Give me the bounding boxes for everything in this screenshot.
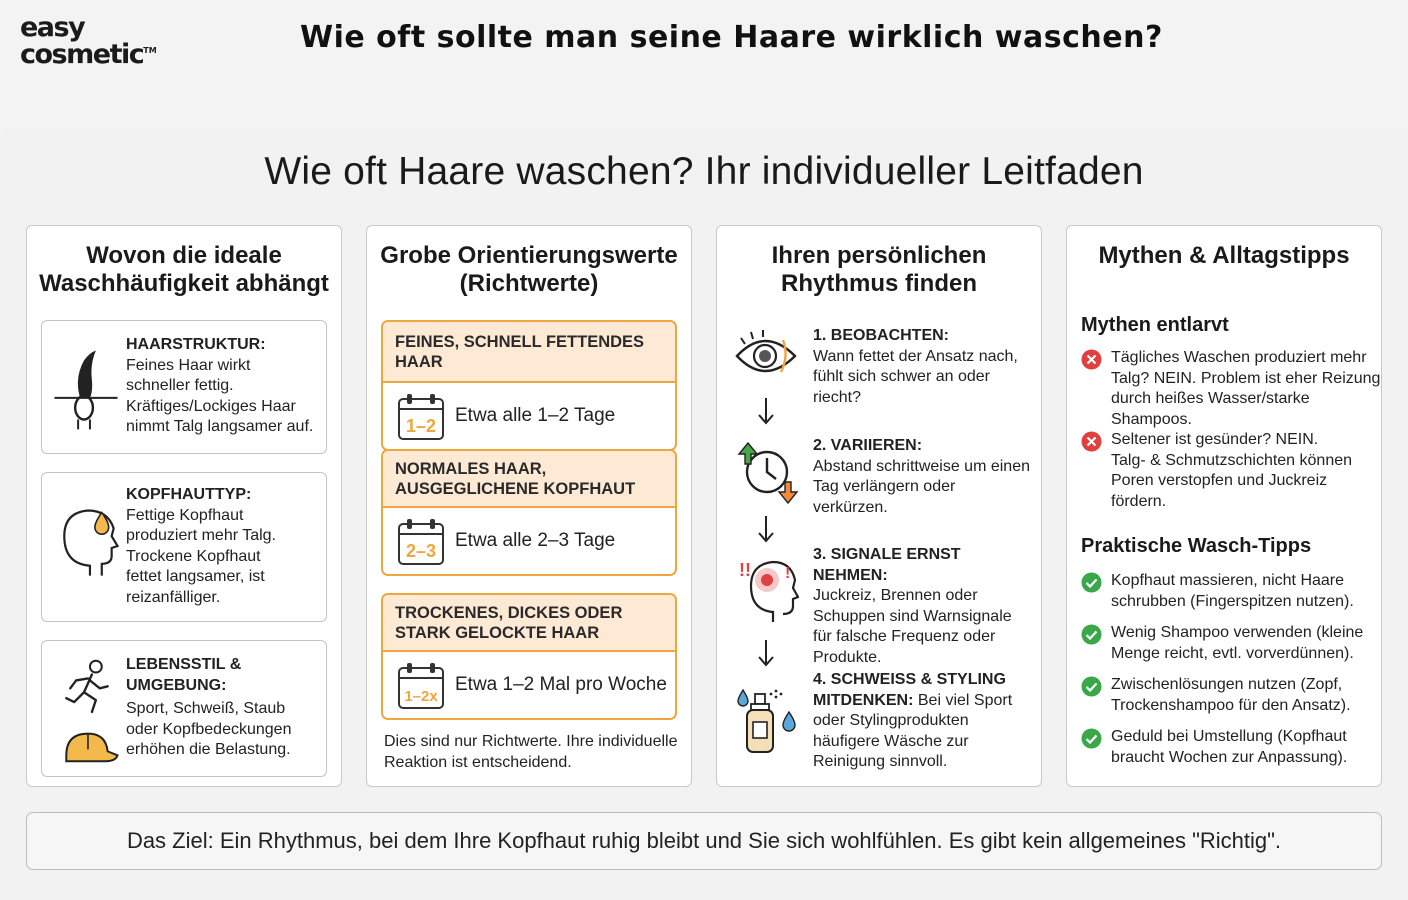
factors-column: [26, 225, 342, 787]
goal-footer: Das Ziel: Ein Rhythmus, bei dem Ihre Kopfhaut ruhig bleibt und Sie sich wohlfühlen. Es gibt kein allgemeines "Richtig".: [26, 812, 1382, 870]
brand-logo[interactable]: [20, 12, 157, 70]
logo-line-2: cosmetic™: [20, 39, 157, 70]
myths-subtitle: Mythen entlarvt: [1081, 314, 1229, 336]
check-icon: [1081, 624, 1102, 645]
factor-card-lifestyle: [41, 640, 327, 777]
arrow-down-icon: [757, 396, 775, 426]
calendar-icon: [397, 393, 445, 441]
arrow-down-icon: [757, 514, 775, 544]
range-card-normal-hair: [381, 449, 677, 576]
calendar-badge: 2–3: [405, 541, 437, 561]
spray-bottle-icon: [733, 682, 799, 756]
range-card-fine-hair: [381, 320, 677, 451]
factor-card-scalp-type: [41, 472, 327, 622]
range-heading: NORMALES HAAR, AUSGEGLICHENE KOPFHAUT: [383, 451, 675, 508]
head-alert-icon: [733, 554, 799, 626]
tip-item: Wenig Shampoo verwenden (kleine Menge reicht, evtl. vorverdünnen).: [1081, 623, 1381, 664]
range-value: Etwa alle 1–2 Tage: [455, 405, 616, 426]
myths-column: [1066, 225, 1382, 787]
cross-icon: [1081, 431, 1102, 452]
calendar-badge: 1–2x: [404, 688, 438, 705]
clock-arrows-icon: [733, 438, 799, 504]
tip-item: Kopfhaut massieren, nicht Haare schrubben (Fingerspitzen nutzen).: [1081, 571, 1381, 612]
step-observe: 1. BEOBACHTEN: Wann fettet der Ansatz nach, fühlt sich schwer an oder riecht?: [813, 327, 1018, 406]
calendar-icon: [397, 662, 445, 710]
ranges-column-title: Grobe Orientierungswerte (Richtwerte): [380, 242, 678, 297]
tips-subtitle: Praktische Wasch-Tipps: [1081, 535, 1312, 557]
svg-text:!!: !!: [739, 560, 751, 580]
factor-text-scalp-type: KOPFHAUTTYP: Fettige Kopfhaut produziert mehr Talg. Trockene Kopfhaut fettet langsamer, ist reizanfälliger.: [126, 486, 276, 606]
runner-cap-icon: [50, 641, 122, 776]
page-title: Wie oft sollte man seine Haare wirklich waschen?: [300, 20, 1163, 55]
step-vary: 2. VARIIEREN: Abstand schrittweise um einen Tag verlängern oder verkürzen.: [813, 437, 1030, 516]
cross-icon: [1081, 349, 1102, 370]
arrow-down-icon: [757, 638, 775, 668]
ranges-column: [366, 225, 692, 787]
ranges-note: Dies sind nur Richtwerte. Ihre individuelle Reaktion ist entscheidend.: [384, 733, 678, 771]
logo-line-1: easy: [20, 12, 85, 43]
factor-text-hair-structure: HAARSTRUKTUR: Feines Haar wirkt schneller fettig. Kräftiges/Lockiges Haar nimmt Talg langsamer auf.: [126, 336, 314, 435]
calendar-badge: 1–2: [405, 416, 437, 436]
myth-item: Tägliches Waschen produziert mehr Talg? NEIN. Problem ist eher Reizung durch heißes Wasser/starke Shampoos.: [1081, 348, 1381, 430]
factors-column-title: Wovon die ideale Waschhäufigkeit abhängt: [39, 242, 329, 297]
hair-follicle-icon: [50, 321, 122, 453]
check-icon: [1081, 728, 1102, 749]
range-value: Etwa 1–2 Mal pro Woche: [455, 674, 667, 695]
tip-item: Geduld bei Umstellung (Kopfhaut braucht Wochen zur Anpassung).: [1081, 727, 1381, 768]
range-card-thick-hair: [381, 593, 677, 720]
rhythm-column: [716, 225, 1042, 787]
range-value: Etwa alle 2–3 Tage: [455, 530, 616, 551]
range-heading: TROCKENES, DICKES ODER STARK GELOCKTE HAAR: [383, 595, 675, 652]
eye-icon: [733, 322, 799, 388]
factor-card-hair-structure: [41, 320, 327, 454]
tip-item: Zwischenlösungen nutzen (Zopf, Trockenshampoo für den Ansatz).: [1081, 675, 1381, 716]
calendar-icon: [397, 518, 445, 566]
myths-column-title: Mythen & Alltagstipps: [1098, 242, 1350, 269]
step-signals: 3. SIGNALE ERNST NEHMEN: Juckreiz, Brennen oder Schuppen sind Warnsignale für falsche Frequenz oder Produkte.: [813, 546, 1012, 666]
check-icon: [1081, 572, 1102, 593]
myth-item: Seltener ist gesünder? NEIN. Talg- & Schmutzschichten können Poren verstopfen und Juckreiz fördern.: [1081, 430, 1381, 512]
range-heading: FEINES, SCHNELL FETTENDES HAAR: [383, 322, 675, 383]
svg-text:!: !: [785, 565, 791, 582]
head-oil-drop-icon: [50, 473, 122, 621]
factor-text-lifestyle: LEBENSSTIL & UMGEBUNG: Sport, Schweiß, Staub oder Kopfbedeckungen erhöhen die Belastung.: [126, 656, 292, 758]
rhythm-column-title: Ihren persönlichen Rhythmus finden: [771, 242, 987, 297]
infographic-heading: Wie oft Haare waschen? Ihr individueller Leitfaden: [264, 150, 1144, 193]
check-icon: [1081, 676, 1102, 697]
step-sweat-styling: 4. SCHWEISS & STYLING MITDENKEN: Bei viel Sport oder Stylingprodukten häufigere Wäsche zur Reinigung sinnvoll.: [813, 671, 1013, 770]
